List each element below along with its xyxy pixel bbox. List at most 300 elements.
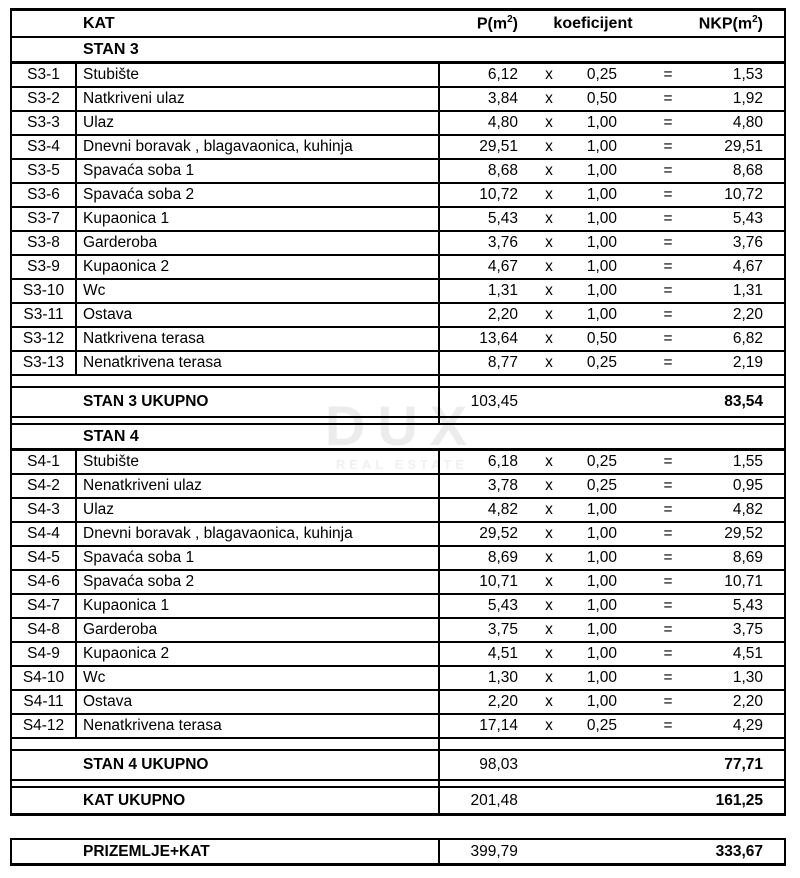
room-name: Ostava <box>83 306 133 323</box>
total-nkp: 77,71 <box>724 756 763 773</box>
room-code: S3-10 <box>22 282 65 299</box>
double-border-gap <box>10 781 786 786</box>
coefficient-value: 0,25 <box>586 717 617 734</box>
total-area: 103,45 <box>470 393 518 410</box>
nkp-value: 4,29 <box>732 717 763 734</box>
coefficient-value: 1,00 <box>586 234 617 251</box>
room-name: Garderoba <box>83 621 158 638</box>
equals-sign: = <box>663 693 673 710</box>
equals-sign: = <box>663 282 673 299</box>
row-values <box>440 571 784 593</box>
coefficient-value: 1,00 <box>586 621 617 638</box>
equals-sign: = <box>663 66 673 83</box>
coefficient-value: 1,00 <box>586 258 617 275</box>
room-code-cell <box>12 352 77 374</box>
table-header-row <box>10 8 786 38</box>
area-calculation-table <box>10 8 786 866</box>
coefficient-value: 1,00 <box>586 645 617 662</box>
multiply-sign: x <box>545 354 553 371</box>
room-code: S4-8 <box>27 621 60 638</box>
room-name-cell <box>77 112 440 134</box>
row-values <box>440 256 784 278</box>
multiply-sign: x <box>545 645 553 662</box>
room-name: Garderoba <box>83 234 158 251</box>
section-title-label: STAN 3 <box>83 40 139 58</box>
room-name: Spavaća soba 2 <box>83 573 195 590</box>
area-value: 8,69 <box>487 549 518 566</box>
table-row <box>10 136 786 160</box>
stan3-rows <box>10 64 786 376</box>
room-code-cell <box>12 112 77 134</box>
equals-sign: = <box>663 525 673 542</box>
room-name-cell <box>77 499 440 521</box>
room-name-cell <box>77 64 440 86</box>
watermark-logo: DUX <box>324 394 480 457</box>
multiply-sign: x <box>545 258 553 275</box>
row-values <box>440 280 784 302</box>
table-row <box>10 328 786 352</box>
floor-title: KAT <box>83 14 115 32</box>
room-code: S4-2 <box>27 477 60 494</box>
row-values <box>440 619 784 641</box>
total-label: PRIZEMLJE+KAT <box>12 840 440 863</box>
room-name-cell <box>77 523 440 545</box>
room-code-cell <box>12 208 77 230</box>
equals-sign: = <box>663 330 673 347</box>
area-value: 4,80 <box>487 114 518 131</box>
room-name: Kupaonica 1 <box>83 210 170 227</box>
total-area: 399,79 <box>470 842 518 860</box>
multiply-sign: x <box>545 234 553 251</box>
row-values <box>440 112 784 134</box>
row-values <box>440 352 784 374</box>
room-name-cell <box>77 715 440 737</box>
watermark-subtitle: REAL ESTATE <box>335 457 469 472</box>
multiply-sign: x <box>545 501 553 518</box>
room-code-cell <box>12 499 77 521</box>
row-values <box>440 328 784 350</box>
area-value: 29,51 <box>479 138 518 155</box>
multiply-sign: x <box>545 693 553 710</box>
section-title-stan4 <box>10 425 786 451</box>
room-name: Kupaonica 2 <box>83 258 170 275</box>
nkp-value: 8,69 <box>732 549 763 566</box>
coefficient-value: 0,25 <box>586 354 617 371</box>
room-code-cell <box>12 595 77 617</box>
table-row <box>10 184 786 208</box>
coefficient-value: 0,50 <box>586 90 617 107</box>
table-row <box>10 619 786 643</box>
total-area: 201,48 <box>470 791 518 809</box>
area-value: 10,71 <box>479 573 518 590</box>
table-row <box>10 571 786 595</box>
table-row <box>10 352 786 376</box>
room-name-cell <box>77 88 440 110</box>
room-code-cell <box>12 184 77 206</box>
area-value: 3,76 <box>487 234 518 251</box>
nkp-value: 1,55 <box>732 453 763 470</box>
room-code-cell <box>12 475 77 497</box>
nkp-value: 10,72 <box>724 186 763 203</box>
room-name: Stubište <box>83 453 140 470</box>
equals-sign: = <box>663 597 673 614</box>
area-value: 13,64 <box>479 330 518 347</box>
nkp-value: 6,82 <box>732 330 763 347</box>
equals-sign: = <box>663 186 673 203</box>
nkp-value: 4,67 <box>732 258 763 275</box>
area-value: 4,82 <box>487 501 518 518</box>
coefficient-value: 1,00 <box>586 525 617 542</box>
spacer-row <box>10 739 786 749</box>
nkp-value: 1,31 <box>732 282 763 299</box>
equals-sign: = <box>663 354 673 371</box>
area-value: 8,77 <box>487 354 518 371</box>
room-code-cell <box>12 328 77 350</box>
nkp-value: 4,82 <box>732 501 763 518</box>
room-name: Dnevni boravak , blagavaonica, kuhinja <box>83 138 353 155</box>
room-name: Natkriveni ulaz <box>83 90 185 107</box>
nkp-value: 3,75 <box>732 621 763 638</box>
room-name: Nenatkriveni ulaz <box>83 477 202 494</box>
room-name: Dnevni boravak , blagavaonica, kuhinja <box>83 525 353 542</box>
room-name-cell <box>77 595 440 617</box>
table-row <box>10 232 786 256</box>
row-values <box>440 208 784 230</box>
section-title-label: STAN 4 <box>83 427 139 445</box>
nkp-value: 29,52 <box>724 525 763 542</box>
room-name: Spavaća soba 2 <box>83 186 195 203</box>
room-code-cell <box>12 667 77 689</box>
room-name-cell <box>77 667 440 689</box>
room-code: S4-5 <box>27 549 60 566</box>
total-label: KAT UKUPNO <box>12 788 440 813</box>
row-values <box>440 691 784 713</box>
area-value: 5,43 <box>487 210 518 227</box>
row-values <box>440 595 784 617</box>
multiply-sign: x <box>545 186 553 203</box>
coefficient-value: 1,00 <box>586 210 617 227</box>
coefficient-value: 0,50 <box>586 330 617 347</box>
row-values <box>440 667 784 689</box>
room-name-cell <box>77 184 440 206</box>
room-code-cell <box>12 643 77 665</box>
room-name-cell <box>77 136 440 158</box>
room-name-cell <box>77 280 440 302</box>
nkp-value: 0,95 <box>732 477 763 494</box>
coefficient-value: 1,00 <box>586 573 617 590</box>
nkp-value: 8,68 <box>732 162 763 179</box>
room-code-cell <box>12 304 77 326</box>
nkp-value: 1,53 <box>732 66 763 83</box>
room-code: S3-4 <box>27 138 60 155</box>
coefficient-value: 0,25 <box>586 477 617 494</box>
multiply-sign: x <box>545 282 553 299</box>
room-code: S3-1 <box>27 66 60 83</box>
total-nkp: 333,67 <box>715 842 763 860</box>
coefficient-value: 1,00 <box>586 306 617 323</box>
stan4-total-row <box>10 749 786 781</box>
room-code-cell <box>12 547 77 569</box>
room-name-cell <box>77 208 440 230</box>
multiply-sign: x <box>545 210 553 227</box>
area-value: 4,51 <box>487 645 518 662</box>
room-code-cell <box>12 451 77 473</box>
room-name-cell <box>77 619 440 641</box>
room-code-cell <box>12 64 77 86</box>
nkp-value: 2,20 <box>732 306 763 323</box>
room-code-cell <box>12 523 77 545</box>
room-code-cell <box>12 619 77 641</box>
nkp-value: 3,76 <box>732 234 763 251</box>
table-row <box>10 499 786 523</box>
row-values <box>440 475 784 497</box>
row-values <box>440 64 784 86</box>
coefficient-value: 0,25 <box>586 453 617 470</box>
equals-sign: = <box>663 717 673 734</box>
room-code-cell <box>12 571 77 593</box>
table-row <box>10 160 786 184</box>
area-value: 17,14 <box>479 717 518 734</box>
table-row <box>10 256 786 280</box>
room-name-cell <box>77 547 440 569</box>
table-row <box>10 595 786 619</box>
nkp-value: 5,43 <box>732 210 763 227</box>
room-name: Ulaz <box>83 114 115 131</box>
multiply-sign: x <box>545 717 553 734</box>
room-name: Kupaonica 1 <box>83 597 170 614</box>
table-gap <box>10 816 786 838</box>
stan4-rows <box>10 451 786 739</box>
table-row <box>10 112 786 136</box>
room-name: Spavaća soba 1 <box>83 549 195 566</box>
multiply-sign: x <box>545 573 553 590</box>
area-value: 8,68 <box>487 162 518 179</box>
total-area: 98,03 <box>479 756 518 773</box>
multiply-sign: x <box>545 330 553 347</box>
table-row <box>10 88 786 112</box>
room-name-cell <box>77 475 440 497</box>
multiply-sign: x <box>545 138 553 155</box>
kat-total-row <box>10 788 786 816</box>
nkp-value: 10,71 <box>724 573 763 590</box>
table-row <box>10 643 786 667</box>
equals-sign: = <box>663 138 673 155</box>
row-values <box>440 547 784 569</box>
total-nkp: 161,25 <box>715 791 763 809</box>
room-name: Spavaća soba 1 <box>83 162 195 179</box>
table-row <box>10 208 786 232</box>
multiply-sign: x <box>545 549 553 566</box>
table-row <box>10 715 786 739</box>
nkp-value: 2,20 <box>732 693 763 710</box>
equals-sign: = <box>663 549 673 566</box>
room-code-cell <box>12 88 77 110</box>
room-name-cell <box>77 352 440 374</box>
nkp-value: 5,43 <box>732 597 763 614</box>
area-value: 2,20 <box>487 693 518 710</box>
multiply-sign: x <box>545 90 553 107</box>
row-values <box>440 184 784 206</box>
multiply-sign: x <box>545 525 553 542</box>
room-code: S4-10 <box>22 669 65 686</box>
multiply-sign: x <box>545 453 553 470</box>
room-name-cell <box>77 571 440 593</box>
room-code: S4-12 <box>22 717 65 734</box>
equals-sign: = <box>663 90 673 107</box>
row-values <box>440 643 784 665</box>
equals-sign: = <box>663 501 673 518</box>
coefficient-value: 1,00 <box>586 186 617 203</box>
area-value: 29,52 <box>479 525 518 542</box>
room-code: S3-9 <box>27 258 60 275</box>
room-code: S4-9 <box>27 645 60 662</box>
room-name-cell <box>77 232 440 254</box>
room-code-cell <box>12 715 77 737</box>
room-name-cell <box>77 643 440 665</box>
room-code: S4-1 <box>27 453 60 470</box>
coefficient-value: 1,00 <box>586 114 617 131</box>
room-name: Wc <box>83 669 106 686</box>
total-nkp: 83,54 <box>724 393 763 410</box>
nkp-value: 29,51 <box>724 138 763 155</box>
area-value: 3,78 <box>487 477 518 494</box>
table-row <box>10 475 786 499</box>
column-header-p: $P(m^2)$ <box>476 13 518 33</box>
multiply-sign: x <box>545 162 553 179</box>
coefficient-value: 1,00 <box>586 501 617 518</box>
area-value: 3,84 <box>487 90 518 107</box>
multiply-sign: x <box>545 114 553 131</box>
room-name: Stubište <box>83 66 140 83</box>
room-name: Natkrivena terasa <box>83 330 205 347</box>
room-code: S3-6 <box>27 186 60 203</box>
area-value: 1,30 <box>487 669 518 686</box>
area-value: 5,43 <box>487 597 518 614</box>
room-code-cell <box>12 256 77 278</box>
room-code: S3-2 <box>27 90 60 107</box>
equals-sign: = <box>663 234 673 251</box>
multiply-sign: x <box>545 306 553 323</box>
room-name-cell <box>77 691 440 713</box>
room-code: S3-5 <box>27 162 60 179</box>
row-values <box>440 88 784 110</box>
table-row <box>10 304 786 328</box>
room-code: S3-12 <box>22 330 65 347</box>
area-value: 4,67 <box>487 258 518 275</box>
equals-sign: = <box>663 114 673 131</box>
coefficient-value: 1,00 <box>586 693 617 710</box>
equals-sign: = <box>663 306 673 323</box>
double-border-gap <box>10 418 786 423</box>
table-row <box>10 451 786 475</box>
nkp-value: 4,80 <box>732 114 763 131</box>
multiply-sign: x <box>545 477 553 494</box>
equals-sign: = <box>663 669 673 686</box>
area-value: 2,20 <box>487 306 518 323</box>
table-row <box>10 280 786 304</box>
row-values <box>440 523 784 545</box>
coefficient-value: 1,00 <box>586 282 617 299</box>
room-code-cell <box>12 160 77 182</box>
total-label: STAN 4 UKUPNO <box>12 751 440 779</box>
nkp-value: 4,51 <box>732 645 763 662</box>
table-row <box>10 691 786 715</box>
total-label: STAN 3 UKUPNO <box>12 388 440 416</box>
room-name: Nenatkrivena terasa <box>83 354 222 371</box>
row-values <box>440 232 784 254</box>
area-value: 6,18 <box>487 453 518 470</box>
coefficient-value: 0,25 <box>586 66 617 83</box>
room-name-cell <box>77 328 440 350</box>
coefficient-value: 1,00 <box>586 669 617 686</box>
area-value: 1,31 <box>487 282 518 299</box>
room-code: S3-7 <box>27 210 60 227</box>
table-row <box>10 64 786 88</box>
column-header-nkp: $NKP(m^2)$ <box>698 13 763 33</box>
equals-sign: = <box>663 162 673 179</box>
equals-sign: = <box>663 453 673 470</box>
room-code: S4-3 <box>27 501 60 518</box>
nkp-value: 1,92 <box>732 90 763 107</box>
row-values <box>440 499 784 521</box>
room-name: Ulaz <box>83 501 115 518</box>
room-code-cell <box>12 232 77 254</box>
equals-sign: = <box>663 258 673 275</box>
column-header-koeficijent: koeficijent <box>553 14 633 32</box>
room-code: S4-4 <box>27 525 60 542</box>
table-row <box>10 523 786 547</box>
room-name: Wc <box>83 282 106 299</box>
equals-sign: = <box>663 210 673 227</box>
stan3-total-row <box>10 386 786 418</box>
room-code: S4-6 <box>27 573 60 590</box>
row-values <box>440 451 784 473</box>
coefficient-value: 1,00 <box>586 162 617 179</box>
row-values <box>440 136 784 158</box>
room-code: S3-3 <box>27 114 60 131</box>
row-values <box>440 160 784 182</box>
equals-sign: = <box>663 645 673 662</box>
area-value: 10,72 <box>479 186 518 203</box>
room-name-cell <box>77 304 440 326</box>
room-name: Nenatkrivena terasa <box>83 717 222 734</box>
room-code: S3-13 <box>22 354 65 371</box>
coefficient-value: 1,00 <box>586 549 617 566</box>
equals-sign: = <box>663 573 673 590</box>
section-title-stan3 <box>10 38 786 64</box>
multiply-sign: x <box>545 669 553 686</box>
row-values <box>440 715 784 737</box>
room-code-cell <box>12 136 77 158</box>
table-row <box>10 547 786 571</box>
grand-total-row <box>10 838 786 866</box>
row-values <box>440 304 784 326</box>
equals-sign: = <box>663 477 673 494</box>
nkp-value: 1,30 <box>732 669 763 686</box>
table-row <box>10 667 786 691</box>
spacer-row <box>10 376 786 386</box>
coefficient-value: 1,00 <box>586 138 617 155</box>
room-name: Kupaonica 2 <box>83 645 170 662</box>
room-name-cell <box>77 160 440 182</box>
room-name-cell <box>77 256 440 278</box>
room-name: Ostava <box>83 693 133 710</box>
nkp-value: 2,19 <box>732 354 763 371</box>
equals-sign: = <box>663 621 673 638</box>
room-code: S4-11 <box>23 693 64 710</box>
room-code-cell <box>12 691 77 713</box>
multiply-sign: x <box>545 66 553 83</box>
